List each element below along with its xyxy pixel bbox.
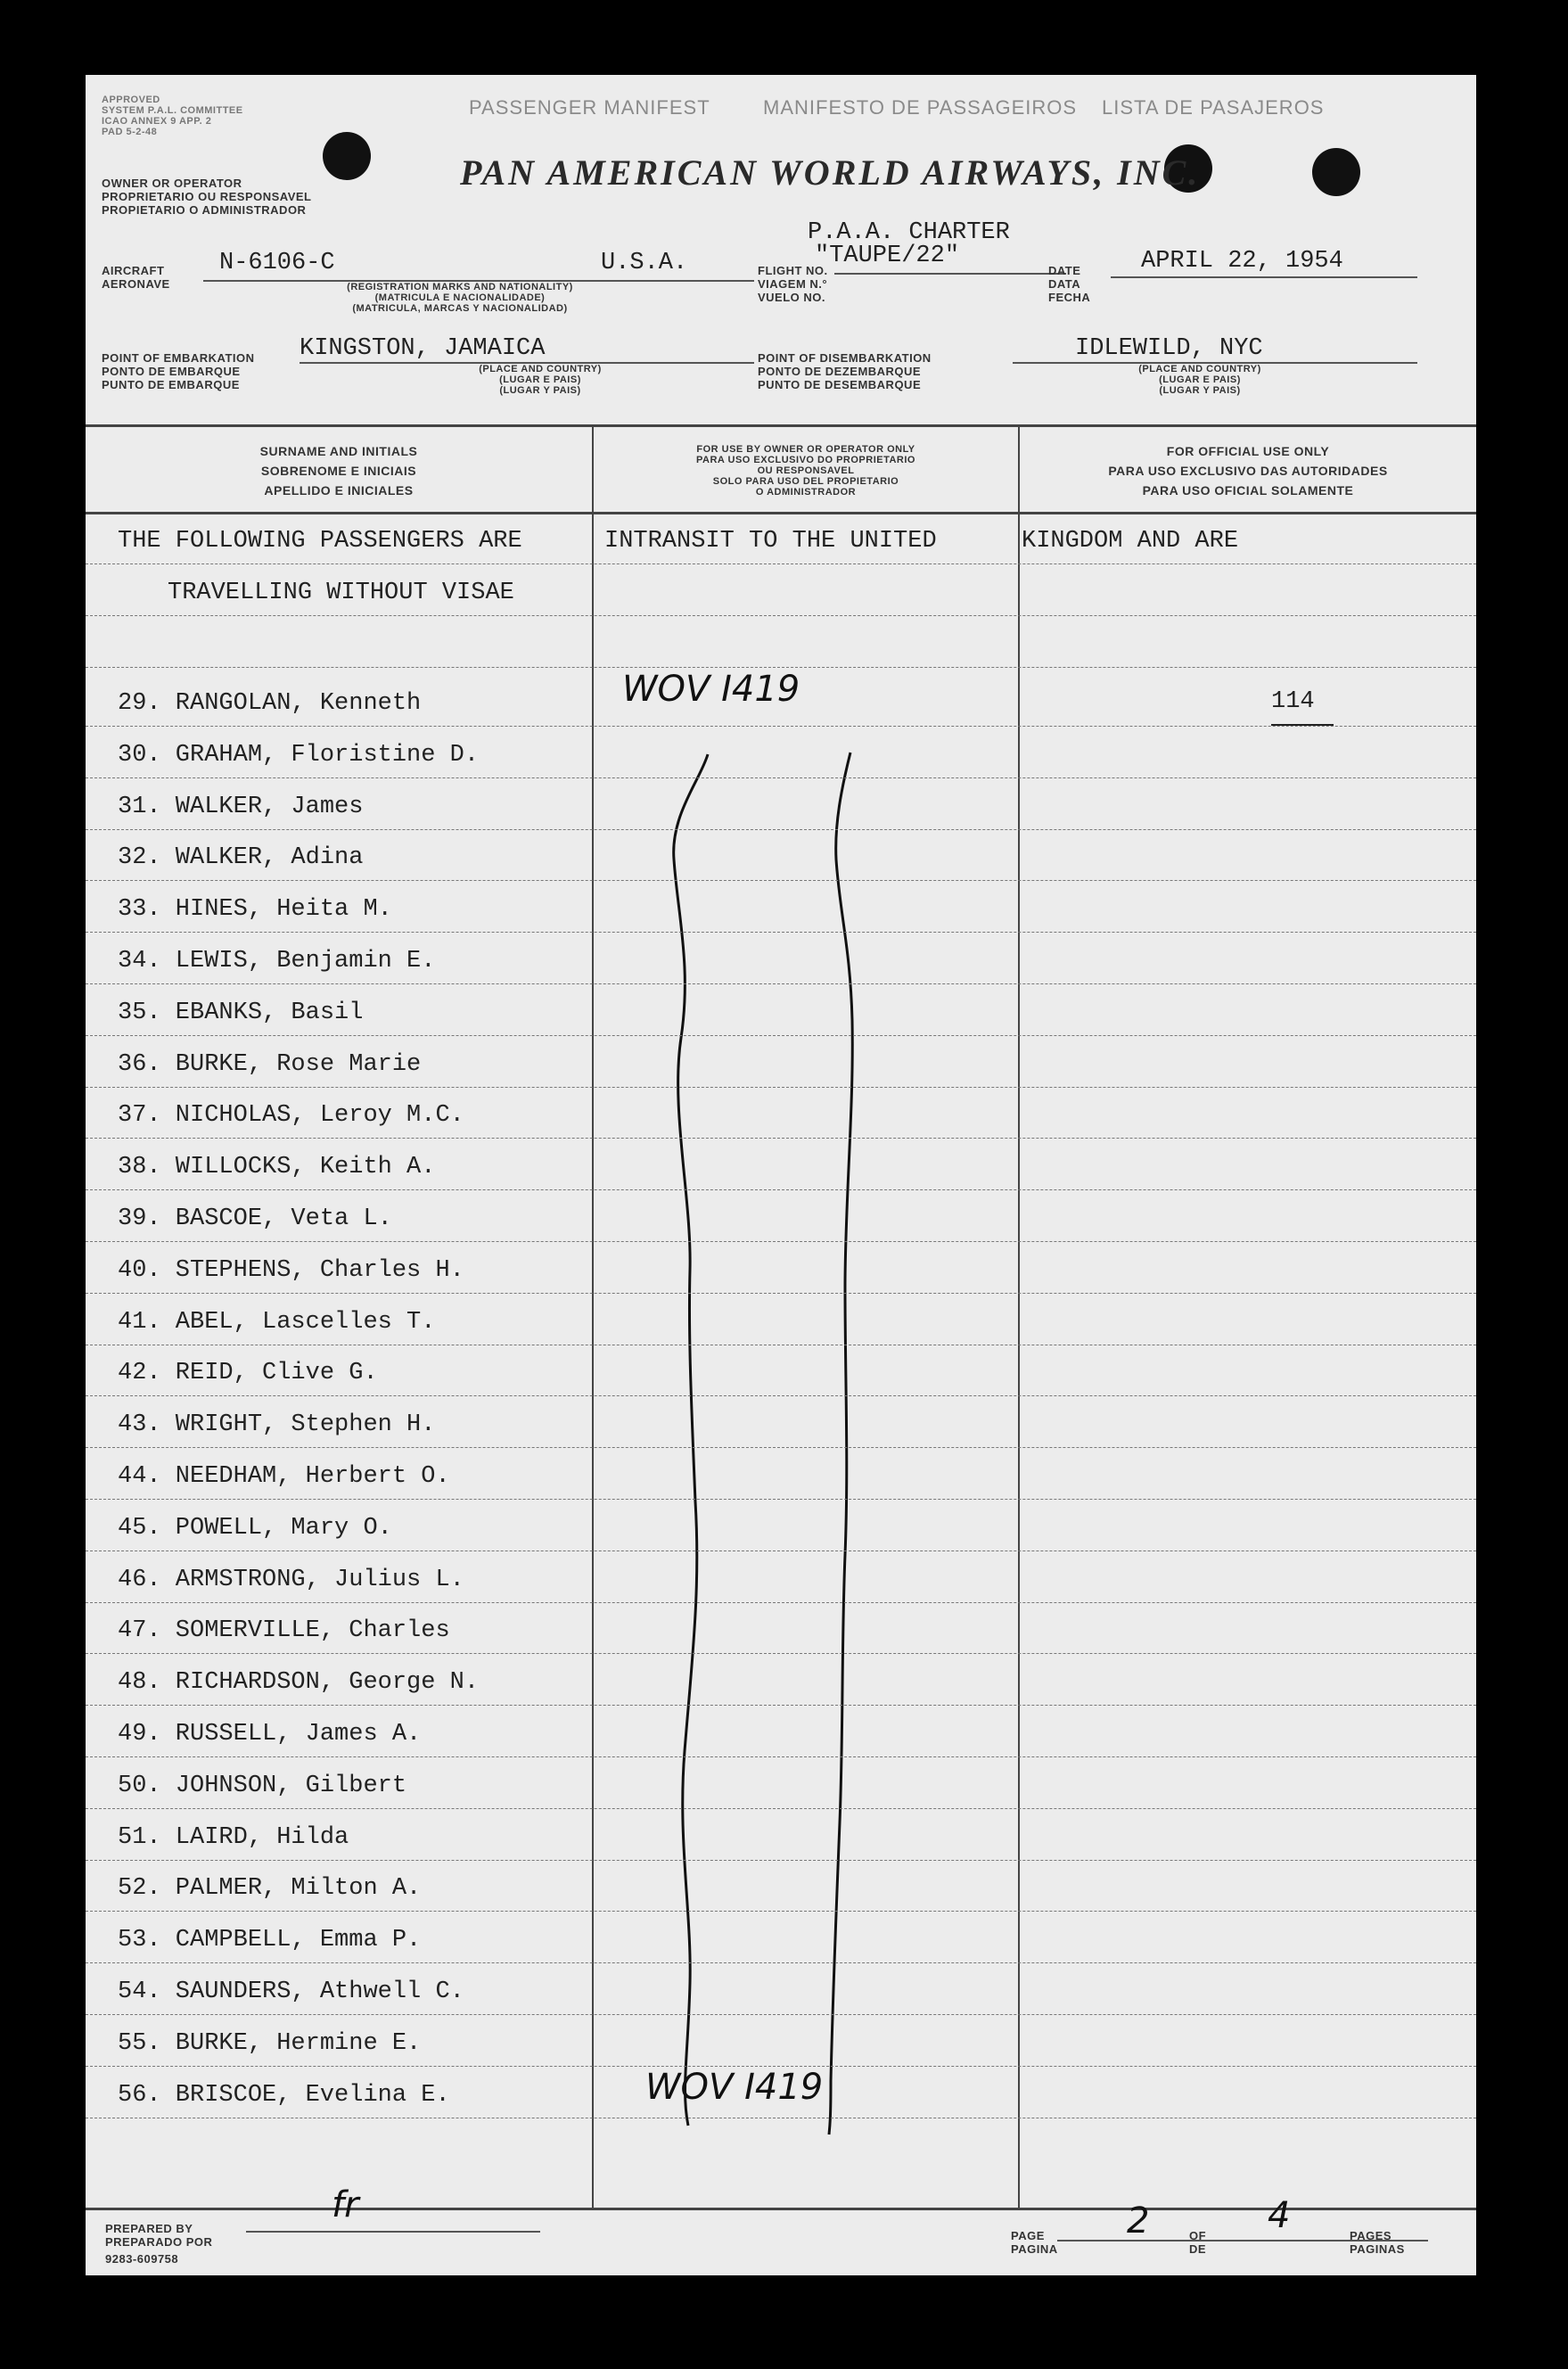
passenger-row: 55. BURKE, Hermine E.	[118, 2029, 422, 2057]
flight-value: "TAUPE/22"	[815, 243, 960, 269]
passenger-row: 47. SOMERVILLE, Charles	[118, 1617, 450, 1645]
approval-line: APPROVED	[102, 95, 160, 105]
row-rule	[86, 1962, 1476, 1963]
passenger-row: 41. ABEL, Lascelles T.	[118, 1308, 436, 1336]
row-rule	[86, 726, 1476, 727]
form-number: 9283-609758	[105, 2252, 179, 2266]
row-rule	[86, 1499, 1476, 1500]
owner-label: PROPIETARIO O ADMINISTRADOR	[102, 203, 307, 217]
passenger-row: 44. NEEDHAM, Herbert O.	[118, 1463, 450, 1490]
passenger-row: 33. HINES, Heita M.	[118, 896, 392, 924]
aircraft-value: N-6106-C	[219, 250, 335, 276]
passenger-row: 51. LAIRD, Hilda	[118, 1823, 349, 1851]
row-rule	[86, 1395, 1476, 1396]
passenger-row: 29. RANGOLAN, Kenneth	[118, 690, 422, 717]
place-caption: (LUGAR E PAIS)	[1159, 374, 1241, 385]
passenger-row: 35. EBANKS, Basil	[118, 999, 364, 1026]
airline-name: PAN AMERICAN WORLD AIRWAYS, INC.	[460, 152, 1201, 193]
page-label-en: PAGE	[1011, 2229, 1045, 2242]
date-label-en: DATE	[1048, 264, 1081, 277]
passenger-row: 30. GRAHAM, Floristine D.	[118, 741, 480, 769]
note-text: INTRANSIT TO THE UNITED	[604, 528, 937, 555]
bracket-line-right	[829, 753, 852, 2135]
date-label-pt: DATA	[1048, 277, 1081, 291]
of-label	[1189, 2229, 1206, 2256]
passenger-row: 38. WILLOCKS, Keith A.	[118, 1154, 436, 1181]
row-rule	[86, 2066, 1476, 2067]
aircraft-nationality: U.S.A.	[601, 250, 688, 276]
preparer-initials: fr	[332, 2184, 359, 2225]
passenger-row: 42. REID, Clive G.	[118, 1360, 378, 1387]
column-header-line: SURNAME AND INITIALS	[259, 444, 418, 458]
embarkation-label-pt: PONTO DE EMBARQUE	[102, 365, 241, 378]
date-label-es: FECHA	[1048, 291, 1091, 304]
page-label	[1011, 2229, 1058, 2256]
aircraft-label-en: AIRCRAFT	[102, 264, 165, 277]
page-number: 2	[1127, 2200, 1150, 2242]
row-rule	[86, 1860, 1476, 1861]
row-rule	[86, 1756, 1476, 1757]
column-header-line: FOR OFFICIAL USE ONLY	[1166, 444, 1330, 458]
page-label-pt: PAGINA	[1011, 2242, 1058, 2256]
pages-label-en: PAGES	[1350, 2229, 1392, 2242]
column-header-line: PARA USO EXCLUSIVO DAS AUTORIDADES	[1108, 464, 1388, 478]
row-rule	[86, 932, 1476, 933]
title-manifesto: MANIFESTO DE PASSAGEIROS	[763, 96, 1078, 119]
handwritten-mark-top: WOV I419	[622, 669, 800, 710]
aircraft-label-pt: AERONAVE	[102, 277, 170, 291]
of-label-en: OF	[1189, 2229, 1207, 2242]
column-header-line: FOR USE BY OWNER OR OPERATOR ONLY	[696, 444, 915, 455]
row-rule	[86, 2014, 1476, 2015]
approval-line: SYSTEM P.A.L. COMMITTEE	[102, 105, 243, 116]
approval-line: PAD 5-2-48	[102, 127, 158, 137]
column-header-line: PARA USO EXCLUSIVO DO PROPRIETARIO	[696, 455, 915, 465]
row-rule	[86, 1602, 1476, 1603]
passenger-row: 40. STEPHENS, Charles H.	[118, 1256, 464, 1284]
total-pages: 4	[1268, 2195, 1291, 2236]
bracket-line-left	[674, 754, 708, 2126]
row-rule	[86, 1293, 1476, 1294]
row-rule	[86, 1808, 1476, 1809]
title-lista: LISTA DE PASAJEROS	[1102, 96, 1325, 119]
column-header-line: PARA USO OFICIAL SOLAMENTE	[1142, 483, 1354, 498]
passenger-row: 36. BURKE, Rose Marie	[118, 1050, 422, 1078]
embarkation-label-en: POINT OF EMBARKATION	[102, 351, 255, 365]
place-caption: (LUGAR E PAIS)	[499, 374, 581, 385]
passenger-row: 48. RICHARDSON, George N.	[118, 1669, 480, 1697]
pages-label-pt: PAGINAS	[1350, 2242, 1405, 2256]
row-rule	[86, 1138, 1476, 1139]
passenger-row: 34. LEWIS, Benjamin E.	[118, 948, 436, 975]
disembarkation-label-pt: PONTO DE DEZEMBARQUE	[758, 365, 922, 378]
approval-line: ICAO ANNEX 9 APP. 2	[102, 116, 212, 127]
column-header-line: SOBRENOME E INICIAIS	[260, 464, 417, 478]
passenger-row: 53. CAMPBELL, Emma P.	[118, 1927, 422, 1954]
place-caption: (PLACE AND COUNTRY)	[479, 364, 602, 374]
passenger-row: 37. NICHOLAS, Leroy M.C.	[118, 1102, 464, 1130]
disembarkation-label-es: PUNTO DE DESEMBARQUE	[758, 378, 922, 391]
flight-label-en: FLIGHT NO.	[758, 264, 828, 277]
passenger-row: 45. POWELL, Mary O.	[118, 1514, 392, 1542]
passenger-row: 56. BRISCOE, Evelina E.	[118, 2081, 450, 2109]
reg-caption: (REGISTRATION MARKS AND NATIONALITY)	[347, 282, 573, 292]
handwritten-mark-bottom: WOV I419	[645, 2067, 824, 2108]
passenger-row: 46. ARMSTRONG, Julius L.	[118, 1566, 464, 1593]
disembarkation-value: IDLEWILD, NYC	[1075, 335, 1263, 362]
note-text: TRAVELLING WITHOUT VISAE	[168, 580, 514, 606]
manifest-sheet	[86, 75, 1476, 2275]
of-label-pt: DE	[1189, 2242, 1207, 2256]
reg-caption: (MATRICULA E NACIONALIDADE)	[374, 292, 546, 303]
column-header-line: SOLO PARA USO DEL PROPIETARIO	[712, 476, 899, 487]
disembarkation-label-en: POINT OF DISEMBARKATION	[758, 351, 932, 365]
passenger-row: 43. WRIGHT, Stephen H.	[118, 1411, 436, 1439]
passenger-row: 49. RUSSELL, James A.	[118, 1721, 422, 1748]
place-caption: (LUGAR Y PAIS)	[499, 385, 581, 396]
row-rule	[86, 880, 1476, 881]
passenger-row: 32. WALKER, Adina	[118, 844, 364, 872]
title-passenger-manifest: PASSENGER MANIFEST	[469, 96, 710, 119]
column-header-line: APELLIDO E INICIALES	[264, 483, 414, 498]
place-caption: (PLACE AND COUNTRY)	[1138, 364, 1261, 374]
flight-label-es: VUELO NO.	[758, 291, 826, 304]
passenger-row: 31. WALKER, James	[118, 793, 364, 820]
official-number: 114	[1271, 688, 1315, 715]
note-text: THE FOLLOWING PASSENGERS ARE	[118, 528, 522, 555]
row-rule	[86, 1653, 1476, 1654]
row-rule	[86, 1911, 1476, 1912]
prepared-underline	[246, 2231, 540, 2233]
owner-label: OWNER OR OPERATOR	[102, 177, 242, 190]
flight-label-pt: VIAGEM N.°	[758, 277, 828, 291]
place-caption: (LUGAR Y PAIS)	[1159, 385, 1241, 396]
passenger-row: 52. PALMER, Milton A.	[118, 1875, 422, 1903]
flight-charter: P.A.A. CHARTER	[808, 219, 1010, 246]
prepared-label-pt: PREPARADO POR	[105, 2235, 213, 2249]
passenger-row: 39. BASCOE, Veta L.	[118, 1205, 392, 1232]
column-header-line: O ADMINISTRADOR	[755, 487, 857, 498]
embarkation-label-es: PUNTO DE EMBARQUE	[102, 378, 240, 391]
row-rule	[86, 1189, 1476, 1190]
note-text: KINGDOM AND ARE	[1022, 528, 1239, 555]
column-header-line: OU RESPONSAVEL	[757, 465, 855, 476]
passenger-row: 50. JOHNSON, Gilbert	[118, 1772, 407, 1799]
reg-caption: (MATRICULA, MARCAS Y NACIONALIDAD)	[352, 303, 568, 314]
pages-label	[1350, 2229, 1405, 2256]
passenger-row: 54. SAUNDERS, Athwell C.	[118, 1978, 464, 2005]
row-rule	[86, 777, 1476, 778]
row-rule	[86, 1087, 1476, 1088]
row-rule	[86, 1035, 1476, 1036]
row-rule	[86, 983, 1476, 984]
prepared-label-en: PREPARED BY	[105, 2222, 193, 2235]
row-rule	[86, 1705, 1476, 1706]
row-rule	[86, 1241, 1476, 1242]
owner-label: PROPRIETARIO OU RESPONSAVEL	[102, 190, 312, 203]
prepared-by-label	[105, 2222, 212, 2266]
date-value: APRIL 22, 1954	[1141, 248, 1343, 275]
row-rule	[86, 829, 1476, 830]
row-rule	[86, 1447, 1476, 1448]
embarkation-value: KINGSTON, JAMAICA	[300, 335, 546, 362]
